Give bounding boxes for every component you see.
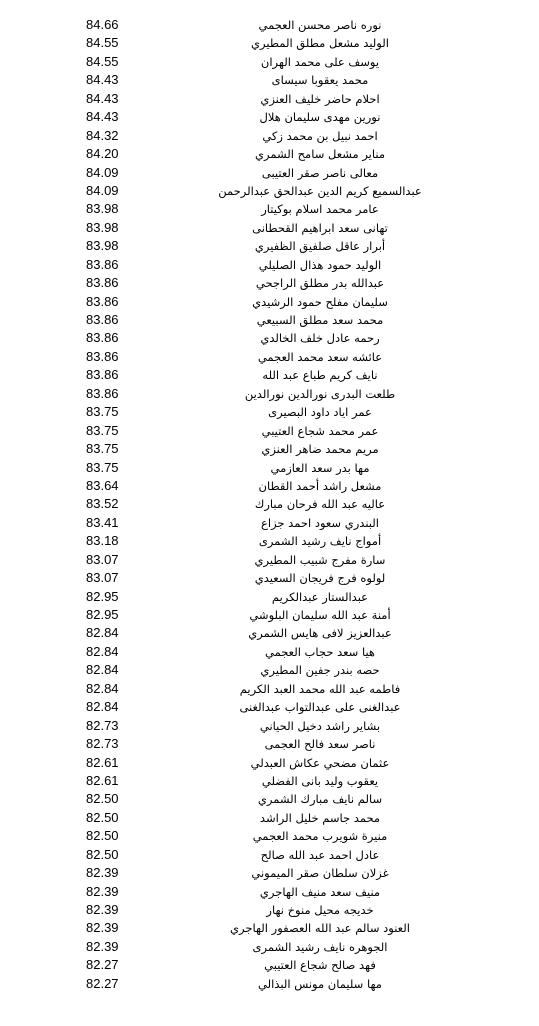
score-value: 82.50 — [86, 791, 119, 807]
student-name: عبدالعزيز لافى هايس الشمري — [248, 626, 392, 641]
student-name: يعقوب وليد بانى الفضلي — [261, 773, 379, 788]
list-item — [0, 311, 539, 329]
student-name: أبرار عاقل صلفيق الظفيري — [254, 239, 386, 254]
student-name: معالى ناصر صقر العتيبى — [261, 165, 379, 180]
student-name: احلام حاضر خليف العنزي — [260, 91, 380, 106]
student-name: مها بدر سعد العازمي — [270, 460, 370, 475]
score-value: 82.84 — [86, 662, 119, 678]
student-name: نايف كريم طباع عبد الله — [262, 368, 378, 383]
student-name: منيرة شويرب محمد العجمي — [252, 829, 388, 844]
score-value: 83.86 — [86, 293, 119, 309]
list-item — [0, 680, 539, 698]
list-item — [0, 108, 539, 126]
student-name: بشاير راشد دخيل الحياني — [259, 718, 381, 733]
student-name: محمد يعقوبا سيساى — [271, 73, 369, 88]
score-value: 83.07 — [86, 570, 119, 586]
score-value: 82.39 — [86, 865, 119, 881]
student-name: عامر محمد اسلام بوكيتار — [261, 202, 379, 217]
student-name: غزلان سلطان صقر الميموني — [251, 866, 389, 881]
list-item — [0, 385, 539, 403]
list-item — [0, 661, 539, 679]
score-value: 84.09 — [86, 182, 119, 198]
list-item — [0, 532, 539, 550]
student-name: رحمه عادل خلف الخالدي — [260, 331, 380, 346]
student-name: سالم نايف مبارك الشمري — [257, 792, 383, 807]
student-name: أمواج نايف رشيد الشمرى — [258, 534, 382, 549]
student-name: لولوه فرج فريجان السعيدي — [254, 571, 386, 586]
score-value: 84.43 — [86, 109, 119, 125]
score-value: 83.41 — [86, 514, 119, 530]
student-name: سليمان مفلح حمود الرشيدي — [252, 294, 388, 309]
score-value: 82.39 — [86, 920, 119, 936]
score-value: 82.50 — [86, 846, 119, 862]
list-item — [0, 219, 539, 237]
list-item — [0, 71, 539, 89]
score-value: 82.27 — [86, 975, 119, 991]
list-item — [0, 34, 539, 52]
student-name: الوليد حمود هذال الصليلي — [258, 257, 382, 272]
student-name: مشعل راشد أحمد القطان — [258, 478, 382, 493]
student-name: الجوهره نايف رشيد الشمرى — [252, 939, 388, 954]
score-value: 82.39 — [86, 902, 119, 917]
results-list — [0, 16, 539, 993]
list-item — [0, 975, 539, 993]
list-item — [0, 864, 539, 882]
student-name: عمر محمد شجاع العتيبي — [261, 423, 379, 438]
score-value: 84.55 — [86, 35, 119, 51]
score-value: 84.09 — [86, 164, 119, 180]
list-item — [0, 643, 539, 661]
list-item — [0, 717, 539, 735]
list-item — [0, 754, 539, 772]
list-item — [0, 809, 539, 827]
score-value: 83.75 — [86, 404, 119, 420]
student-name: نورين مهدى سليمان هلال — [259, 110, 381, 125]
score-value: 82.39 — [86, 938, 119, 954]
student-name: منيف سعد منيف الهاجري — [259, 884, 381, 899]
student-name: عبدالغنى على عبدالتواب عبدالغنى — [239, 700, 401, 715]
score-value: 84.43 — [86, 90, 119, 106]
student-name: مريم محمد ضاهر العنزي — [261, 442, 379, 457]
score-value: 83.86 — [86, 330, 119, 346]
student-name: عمر اياد داود البصيرى — [268, 405, 372, 420]
list-item — [0, 956, 539, 974]
score-value: 82.84 — [86, 643, 119, 659]
score-value: 84.43 — [86, 72, 119, 88]
list-item — [0, 790, 539, 808]
student-name: تهانى سعد ابراهيم القحطانى — [252, 220, 388, 235]
list-item — [0, 366, 539, 384]
student-name: حصه بندر جفين المطيري — [260, 663, 380, 678]
list-item — [0, 293, 539, 311]
list-item — [0, 329, 539, 347]
student-name: عائشه سعد محمد العجمي — [257, 349, 383, 364]
student-name: فاطمه عبد الله محمد العبد الكريم — [239, 681, 401, 696]
score-value: 82.27 — [86, 957, 119, 973]
list-item — [0, 698, 539, 716]
student-name: العنود سالم عبد الله العصفور الهاجري — [230, 921, 410, 936]
list-item — [0, 938, 539, 956]
list-item — [0, 569, 539, 587]
score-value: 82.95 — [86, 607, 119, 622]
student-name: عبدالستار عبدالكريم — [271, 589, 369, 604]
list-item — [0, 256, 539, 274]
score-value: 82.84 — [86, 699, 119, 715]
score-value: 83.86 — [86, 275, 119, 291]
score-value: 82.73 — [86, 736, 119, 752]
list-item — [0, 514, 539, 532]
student-name: محمد جاسم خليل الراشد — [259, 810, 381, 825]
list-item — [0, 588, 539, 606]
score-value: 83.52 — [86, 496, 119, 512]
score-value: 83.98 — [86, 219, 119, 235]
score-value: 83.86 — [86, 256, 119, 272]
list-item — [0, 200, 539, 218]
score-value: 83.86 — [86, 385, 119, 401]
score-value: 82.61 — [86, 754, 119, 770]
list-item — [0, 440, 539, 458]
list-item — [0, 901, 539, 919]
score-value: 83.64 — [86, 477, 119, 493]
score-value: 83.07 — [86, 551, 119, 567]
student-name: طلعت البدرى نورالدين نورالدين — [244, 386, 396, 401]
score-value: 83.86 — [86, 348, 119, 364]
list-item — [0, 90, 539, 108]
score-value: 82.95 — [86, 588, 119, 604]
student-name: خديجه محيل منوخ نهار — [266, 903, 374, 917]
student-name: مناير مشعل سامح الشمري — [255, 147, 385, 162]
student-name: عبدالسميع كريم الدين عبدالحق عبدالرحمن — [218, 183, 422, 198]
list-item — [0, 348, 539, 366]
student-name: البندري سعود احمد جزاع — [261, 515, 379, 530]
score-value: 83.75 — [86, 459, 119, 475]
list-item — [0, 145, 539, 163]
student-name: سارة مفرج شبيب المطيري — [254, 552, 386, 567]
score-value: 84.55 — [86, 53, 119, 69]
list-item — [0, 459, 539, 477]
student-name: عبدالله بدر مطلق الراجحي — [255, 276, 385, 291]
score-value: 82.39 — [86, 883, 119, 899]
student-name: فهد صالح شجاع العتيبي — [264, 958, 376, 973]
student-name: ناصر سعد فالح العجمى — [264, 737, 376, 752]
score-value: 83.18 — [86, 533, 119, 549]
list-item — [0, 182, 539, 200]
score-value: 82.73 — [86, 717, 119, 733]
list-item — [0, 624, 539, 642]
list-item — [0, 846, 539, 864]
list-item — [0, 422, 539, 440]
list-item — [0, 735, 539, 753]
score-value: 82.61 — [86, 772, 119, 788]
student-name: الوليد مشعل مطلق المطيري — [251, 36, 389, 51]
score-value: 83.86 — [86, 312, 119, 327]
list-item — [0, 477, 539, 495]
score-value: 82.84 — [86, 680, 119, 696]
student-name: يوسف على محمد الهران — [260, 54, 380, 69]
student-name: أمنة عبد الله سليمان البلوشي — [249, 608, 391, 622]
list-item — [0, 551, 539, 569]
score-value: 82.84 — [86, 625, 119, 641]
score-value: 82.50 — [86, 809, 119, 825]
score-value: 83.75 — [86, 422, 119, 438]
list-item — [0, 274, 539, 292]
list-item — [0, 495, 539, 513]
list-item — [0, 403, 539, 421]
list-item — [0, 16, 539, 34]
score-value: 83.98 — [86, 201, 119, 217]
list-item — [0, 53, 539, 71]
list-item — [0, 164, 539, 182]
score-value: 83.75 — [86, 441, 119, 457]
score-value: 84.32 — [86, 127, 119, 143]
list-item — [0, 772, 539, 790]
student-name: عادل احمد عبد الله صالح — [260, 847, 380, 862]
score-value: 83.86 — [86, 367, 119, 383]
list-item — [0, 883, 539, 901]
student-name: مها سليمان مونس البذالي — [258, 976, 382, 991]
list-item — [0, 919, 539, 937]
student-name: عاليه عبد الله فرحان مبارك — [254, 497, 386, 512]
student-name: عثمان مضحي عكاش العبدلي — [250, 755, 390, 770]
student-name: هيا سعد حجاب العجمي — [265, 644, 375, 659]
list-item — [0, 127, 539, 145]
student-name: محمد سعد مطلق السبيعي — [256, 313, 384, 327]
student-name: احمد نبيل بن محمد زكي — [262, 128, 378, 143]
score-value: 82.50 — [86, 828, 119, 844]
list-item — [0, 237, 539, 255]
list-item — [0, 606, 539, 624]
list-item — [0, 827, 539, 845]
score-value: 84.20 — [86, 146, 119, 162]
score-value: 84.66 — [86, 17, 119, 32]
student-name: نوره ناصر محسن العجمي — [258, 18, 382, 32]
score-value: 83.98 — [86, 238, 119, 254]
